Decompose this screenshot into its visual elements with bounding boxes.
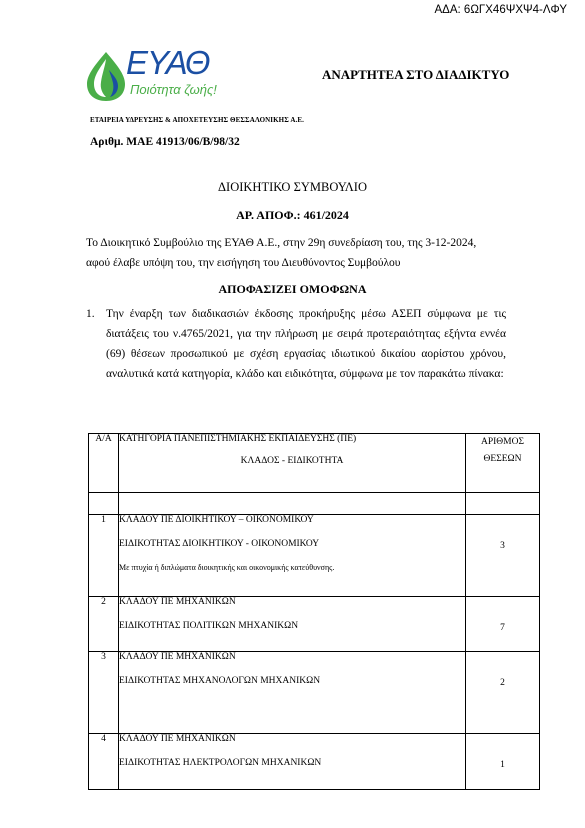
row-count: 7	[466, 597, 540, 652]
header-count	[466, 434, 540, 493]
row-category	[119, 652, 466, 734]
row-count: 1	[466, 734, 540, 790]
row-aa: 1	[89, 515, 119, 597]
header-count-line2: ΘΕΣΕΩΝ	[483, 454, 522, 464]
row-specialty: ΕΙΔΙΚΟΤΗΤΑΣ ΠΟΛΙΤΙΚΩΝ ΜΗΧΑΝΙΚΩΝ	[119, 621, 299, 631]
row-branch: ΚΛΑΔΟΥ ΠΕ ΔΙΟΙΚΗΤΙΚΟΥ – ΟΙΚΟΝΟΜΙΚΟΥ	[119, 515, 314, 525]
row-category	[119, 734, 466, 790]
table-spacer-row	[89, 493, 540, 515]
table-row	[89, 652, 540, 734]
row-aa: 4	[89, 734, 119, 790]
logo-brand-text: ΕΥΑΘ	[126, 44, 210, 81]
header-aa: Α/Α	[89, 434, 119, 493]
row-specialty: ΕΙΔΙΚΟΤΗΤΑΣ ΜΗΧΑΝΟΛΟΓΩΝ ΜΗΧΑΝΙΚΩΝ	[119, 676, 321, 686]
publication-stamp: ΑΝΑΡΤΗΤΕΑ ΣΤΟ ΔΙΑΔΙΚΤΥΟ	[322, 67, 510, 82]
row-specialty: ΕΙΔΙΚΟΤΗΤΑΣ ΔΙΟΙΚΗΤΙΚΟΥ - ΟΙΚΟΝΟΜΙΚΟΥ	[119, 539, 320, 549]
decision-heading: ΑΠΟΦΑΣΙΖΕΙ ΟΜΟΦΩΝΑ	[218, 282, 367, 296]
item-number: 1.	[86, 308, 95, 320]
table-header-row	[89, 434, 540, 493]
company-name: ΕΤΑΙΡΕΙΑ ΥΔΡΕΥΣΗΣ & ΑΠΟΧΕΤΕΥΣΗΣ ΘΕΣΣΑΛΟΝΙΚΗΣ Α.Ε.	[90, 116, 304, 124]
intro-paragraph	[86, 233, 526, 273]
positions-table	[88, 433, 540, 790]
row-branch: ΚΛΑΔΟΥ ΠΕ ΜΗΧΑΝΙΚΩΝ	[119, 597, 236, 607]
spacer-cell	[119, 493, 466, 515]
document-ada-code: ΑΔΑ: 6ΩΓΧ46ΨΧΨ4-ΛΦΥ	[434, 4, 567, 16]
water-drop-icon	[84, 50, 128, 102]
decision-item-1	[86, 304, 506, 384]
row-note: Με πτυχία ή διπλώματα διοικητικής και οικονομικής κατεύθυνσης.	[119, 563, 335, 572]
logo-tagline: Ποιότητα ζωής!	[130, 82, 217, 97]
row-branch: ΚΛΑΔΟΥ ΠΕ ΜΗΧΑΝΙΚΩΝ	[119, 652, 236, 662]
row-count: 3	[466, 515, 540, 597]
registration-number: Αριθμ. ΜΑΕ 41913/06/Β/98/32	[90, 136, 240, 148]
row-category	[119, 597, 466, 652]
board-title: ΔΙΟΙΚΗΤΙΚΟ ΣΥΜΒΟΥΛΙΟ	[218, 180, 367, 194]
intro-line-1: Το Διοικητικό Συμβούλιο της ΕΥΑΘ Α.Ε., στην 29η συνεδρίαση του, της 3-12-2024,	[86, 237, 477, 249]
spacer-cell	[466, 493, 540, 515]
table-row	[89, 734, 540, 790]
row-aa: 2	[89, 597, 119, 652]
row-category	[119, 515, 466, 597]
row-specialty: ΕΙΔΙΚΟΤΗΤΑΣ ΗΛΕΚΤΡΟΛΟΓΩΝ ΜΗΧΑΝΙΚΩΝ	[119, 758, 322, 768]
header-count-line1: ΑΡΙΘΜΟΣ	[480, 437, 524, 447]
item-text: Την έναρξη των διαδικασιών έκδοσης προκήρυξης μέσω ΑΣΕΠ σύμφωνα με τις διατάξεις του ν.4765/2021, για την πλήρωση με σειρά προτεραιότητας εξήντα εννέα (69) θέσεων προσωπικού με σχέση εργασίας ιδιωτικού δικαίου αορίστου χρόνου, αναλυτικά κατά κατηγορία, κλάδο και ειδικότητα, σύμφωνα με τον παρακάτω πίνακα:	[106, 308, 506, 380]
decision-number: ΑΡ. ΑΠΟΦ.: 461/2024	[236, 208, 349, 222]
header-category	[119, 434, 466, 493]
header-category-line2: ΚΛΑΔΟΣ - ΕΙΔΙΚΟΤΗΤΑ	[240, 456, 344, 466]
header-category-line1: ΚΑΤΗΓΟΡΙΑ ΠΑΝΕΠΙΣΤΗΜΙΑΚΗΣ ΕΚΠΑΙΔΕΥΣΗΣ (ΠΕ)	[119, 434, 357, 444]
row-branch: ΚΛΑΔΟΥ ΠΕ ΜΗΧΑΝΙΚΩΝ	[119, 734, 236, 744]
row-aa: 3	[89, 652, 119, 734]
table-row	[89, 515, 540, 597]
eyath-logo	[84, 44, 234, 102]
intro-line-2: αφού έλαβε υπόψη του, την εισήγηση του Διευθύνοντος Συμβούλου	[86, 257, 401, 269]
row-count: 2	[466, 652, 540, 734]
spacer-cell	[89, 493, 119, 515]
table-row	[89, 597, 540, 652]
